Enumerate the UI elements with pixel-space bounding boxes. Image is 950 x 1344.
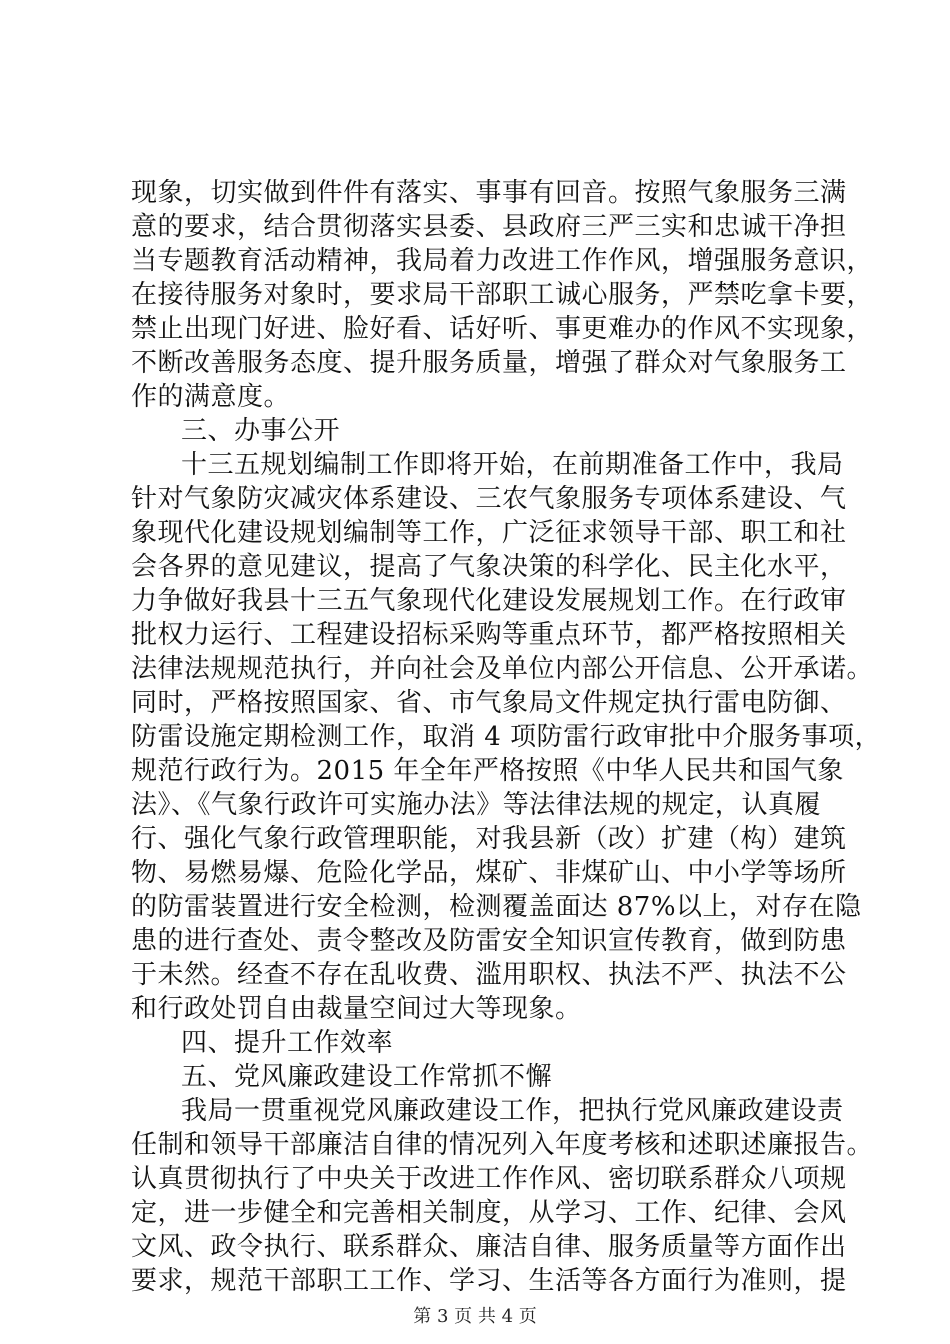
paragraph-line: 象现代化建设规划编制等工作，广泛征求领导干部、职工和社 xyxy=(131,518,847,548)
paragraph-line: 在接待服务对象时，要求局干部职工诚心服务，严禁吃拿卡要， xyxy=(131,280,874,310)
paragraph-line: 于未然。经查不存在乱收费、滥用职权、执法不严、执法不公 xyxy=(131,960,847,990)
paragraph-line: 定，进一步健全和完善相关制度，从学习、工作、纪律、会风 xyxy=(131,1198,847,1228)
paragraph-line: 会各界的意见建议，提高了气象决策的科学化、民主化水平， xyxy=(131,552,847,582)
paragraph-line: 法》、《气象行政许可实施办法》等法律法规的规定，认真履 xyxy=(131,790,821,820)
paragraph-line: 禁止出现门好进、脸好看、话好听、事更难办的作风不实现象， xyxy=(131,314,874,344)
paragraph-line: 患的进行查处、责令整改及防雷安全知识宣传教育，做到防患 xyxy=(131,926,847,956)
paragraph-line: 力争做好我县十三五气象现代化建设发展规划工作。在行政审 xyxy=(131,586,847,616)
paragraph-line: 和行政处罚自由裁量空间过大等现象。 xyxy=(131,994,582,1024)
paragraph-line: 当专题教育活动精神，我局着力改进工作作风，增强服务意识， xyxy=(131,246,874,276)
paragraph-line: 同时，严格按照国家、省、市气象局文件规定执行雷电防御、 xyxy=(131,688,847,718)
section-heading: 五、党风廉政建设工作常抓不懈 xyxy=(181,1062,553,1092)
paragraph-line: 要求，规范干部职工工作、学习、生活等各方面行为准则，提 xyxy=(131,1266,847,1296)
section-heading: 四、提升工作效率 xyxy=(181,1028,394,1058)
paragraph-line: 现象，切实做到件件有落实、事事有回音。按照气象服务三满 xyxy=(131,178,847,208)
paragraph-line: 批权力运行、工程建设招标采购等重点环节，都严格按照相关 xyxy=(131,620,847,650)
paragraph-line: 认真贯彻执行了中央关于改进工作作风、密切联系群众八项规 xyxy=(131,1164,847,1194)
paragraph-line: 我局一贯重视党风廉政建设工作，把执行党风廉政建设责 xyxy=(181,1096,844,1126)
paragraph-line: 任制和领导干部廉洁自律的情况列入年度考核和述职述廉报告。 xyxy=(131,1130,874,1160)
paragraph-line: 针对气象防灾减灾体系建设、三农气象服务专项体系建设、气 xyxy=(131,484,847,514)
paragraph-line: 的防雷装置进行安全检测，检测覆盖面达 87%以上，对存在隐 xyxy=(131,892,862,922)
paragraph-line: 物、易燃易爆、危险化学品，煤矿、非煤矿山、中小学等场所 xyxy=(131,858,847,888)
paragraph-line: 行、强化气象行政管理职能，对我县新（改）扩建（构）建筑 xyxy=(131,824,847,854)
page-number-footer: 第 3 页 共 4 页 xyxy=(413,1306,537,1327)
paragraph-line: 不断改善服务态度、提升服务质量，增强了群众对气象服务工 xyxy=(131,348,847,378)
paragraph-line: 文风、政令执行、联系群众、廉洁自律、服务质量等方面作出 xyxy=(131,1232,847,1262)
paragraph-line: 意的要求，结合贯彻落实县委、县政府三严三实和忠诚干净担 xyxy=(131,212,847,242)
section-heading: 三、办事公开 xyxy=(181,416,341,446)
paragraph-line: 作的满意度。 xyxy=(131,382,291,412)
paragraph-line: 规范行政行为。2015 年全年严格按照《中华人民共和国气象 xyxy=(131,756,844,786)
paragraph-line: 法律法规规范执行，并向社会及单位内部公开信息、公开承诺。 xyxy=(131,654,874,684)
paragraph-line: 十三五规划编制工作即将开始，在前期准备工作中，我局 xyxy=(181,450,844,480)
paragraph-line: 防雷设施定期检测工作，取消 4 项防雷行政审批中介服务事项， xyxy=(131,722,882,752)
